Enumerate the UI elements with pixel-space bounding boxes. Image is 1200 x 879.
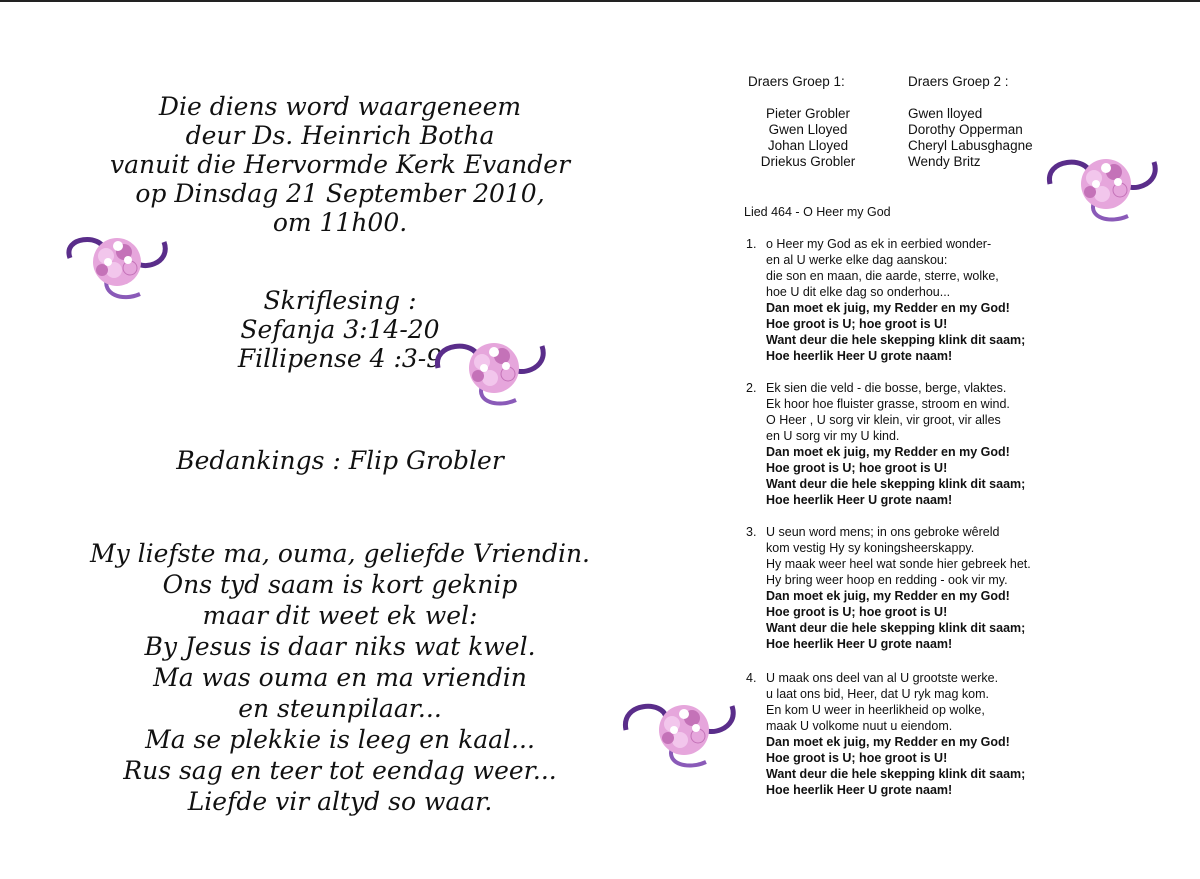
verse-number: 4. [746,671,757,685]
hymn-verse [746,236,1086,364]
hymn-verse [746,670,1086,798]
bearers-group-1 [748,74,868,170]
reading-item: Sefanja 3:14-20 [240,315,440,344]
poem-line: Ma se plekkie is leeg en kaal... [145,725,535,754]
poem-line: en steunpilaar... [238,694,442,723]
bearer-name: Gwen Lloyed [768,122,848,137]
verse-line: U maak ons deel van al U grootste werke. [766,671,999,685]
poem-line: By Jesus is daar niks wat kwel. [144,632,536,661]
verse-line: die son en maan, die aarde, sterre, wolke, [766,269,999,283]
refrain-line: Want deur die hele skepping klink dit saam; [766,333,1026,347]
refrain-line: Hoe heerlik Heer U grote naam! [766,349,953,363]
refrain-line: Want deur die hele skepping klink dit saam; [766,767,1026,781]
service-info [40,92,640,237]
poem-line: maar dit weet ek wel: [202,601,478,630]
verse-line: en U sorg vir my U kind. [766,429,900,443]
readings-heading: Skriflesing : [263,286,417,315]
bearers-group-2-title: Draers Groep 2 : [908,74,1009,89]
poem-line: Liefde vir altyd so waar. [187,787,493,816]
verse-line: en al U werke elke dag aanskou: [766,253,948,267]
verse-line: Hy bring weer hoop en redding - ook vir my. [766,573,1008,587]
hymn-verse [746,524,1086,652]
service-line: op Dinsdag 21 September 2010, [135,179,545,208]
refrain-line: Hoe groot is U; hoe groot is U! [766,751,948,765]
verse-line: kom vestig Hy sy koningsheerskappy. [766,541,975,555]
verse-number: 1. [746,237,757,251]
poem-line: Ma was ouma en ma vriendin [153,663,527,692]
refrain-line: Hoe groot is U; hoe groot is U! [766,461,948,475]
thanks-line: Bedankings : Flip Grobler [176,446,504,475]
refrain-line: Want deur die hele skepping klink dit saam; [766,621,1026,635]
verse-line: U seun word mens; in ons gebroke wêreld [766,525,1000,539]
verse-number: 2. [746,381,757,395]
refrain-line: Hoe groot is U; hoe groot is U! [766,317,948,331]
refrain-line: Hoe groot is U; hoe groot is U! [766,605,948,619]
poem-line: My liefste ma, ouma, geliefde Vriendin. [89,539,590,568]
bearers-group-2 [908,74,1068,170]
refrain-line: Dan moet ek juig, my Redder en my God! [766,735,1010,749]
hymn-verse [746,380,1086,508]
refrain-line: Dan moet ek juig, my Redder en my God! [766,445,1010,459]
memorial-poem [40,538,640,817]
refrain-line: Dan moet ek juig, my Redder en my God! [766,301,1010,315]
poem-line: Rus sag en teer tot eendag weer... [123,756,557,785]
flower-bouquet-icon [62,228,172,304]
verse-line: o Heer my God as ek in eerbied wonder- [766,237,992,251]
bearer-name: Wendy Britz [908,154,981,169]
verse-line: Ek sien die veld - die bosse, berge, vlaktes. [766,381,1007,395]
bearers-group-1-title: Draers Groep 1: [748,74,845,89]
bearer-name: Dorothy Opperman [908,122,1023,137]
verse-line: Ek hoor hoe fluister grasse, stroom en wind. [766,397,1010,411]
hymn-title: Lied 464 - O Heer my God [744,205,891,219]
service-line: om 11h00. [272,208,408,237]
bearer-name: Cheryl Labusghagne [908,138,1033,153]
verse-line: En kom U weer in heerlikheid op wolke, [766,703,985,717]
bearer-name: Driekus Grobler [760,154,856,169]
flower-bouquet-icon [432,334,550,410]
refrain-line: Dan moet ek juig, my Redder en my God! [766,589,1010,603]
refrain-line: Hoe heerlik Heer U grote naam! [766,637,953,651]
reading-item: Fillipense 4 :3-9 [237,344,443,373]
page-top-border [0,0,1200,2]
service-line: deur Ds. Heinrich Botha [185,121,495,150]
service-line: vanuit die Hervormde Kerk Evander [109,150,571,179]
flower-bouquet-icon [620,694,740,774]
verse-number: 3. [746,525,757,539]
refrain-line: Hoe heerlik Heer U grote naam! [766,783,953,797]
bearer-name: Johan Lloyed [767,138,849,153]
refrain-line: Want deur die hele skepping klink dit saam; [766,477,1026,491]
verse-line: u laat ons bid, Heer, dat U ryk mag kom. [766,687,990,701]
refrain-line: Hoe heerlik Heer U grote naam! [766,493,953,507]
service-line: Die diens word waargeneem [158,92,522,121]
verse-line: Hy maak weer heel wat sonde hier gebreek het. [766,557,1031,571]
bearer-name: Gwen lloyed [908,106,983,121]
verse-line: O Heer , U sorg vir klein, vir groot, vir alles [766,413,1001,427]
bearer-name: Pieter Grobler [765,106,851,121]
poem-line: Ons tyd saam is kort geknip [162,570,518,599]
verse-line: maak U volkome nuut u eiendom. [766,719,953,733]
verse-line: hoe U dit elke dag so onderhou... [766,285,951,299]
